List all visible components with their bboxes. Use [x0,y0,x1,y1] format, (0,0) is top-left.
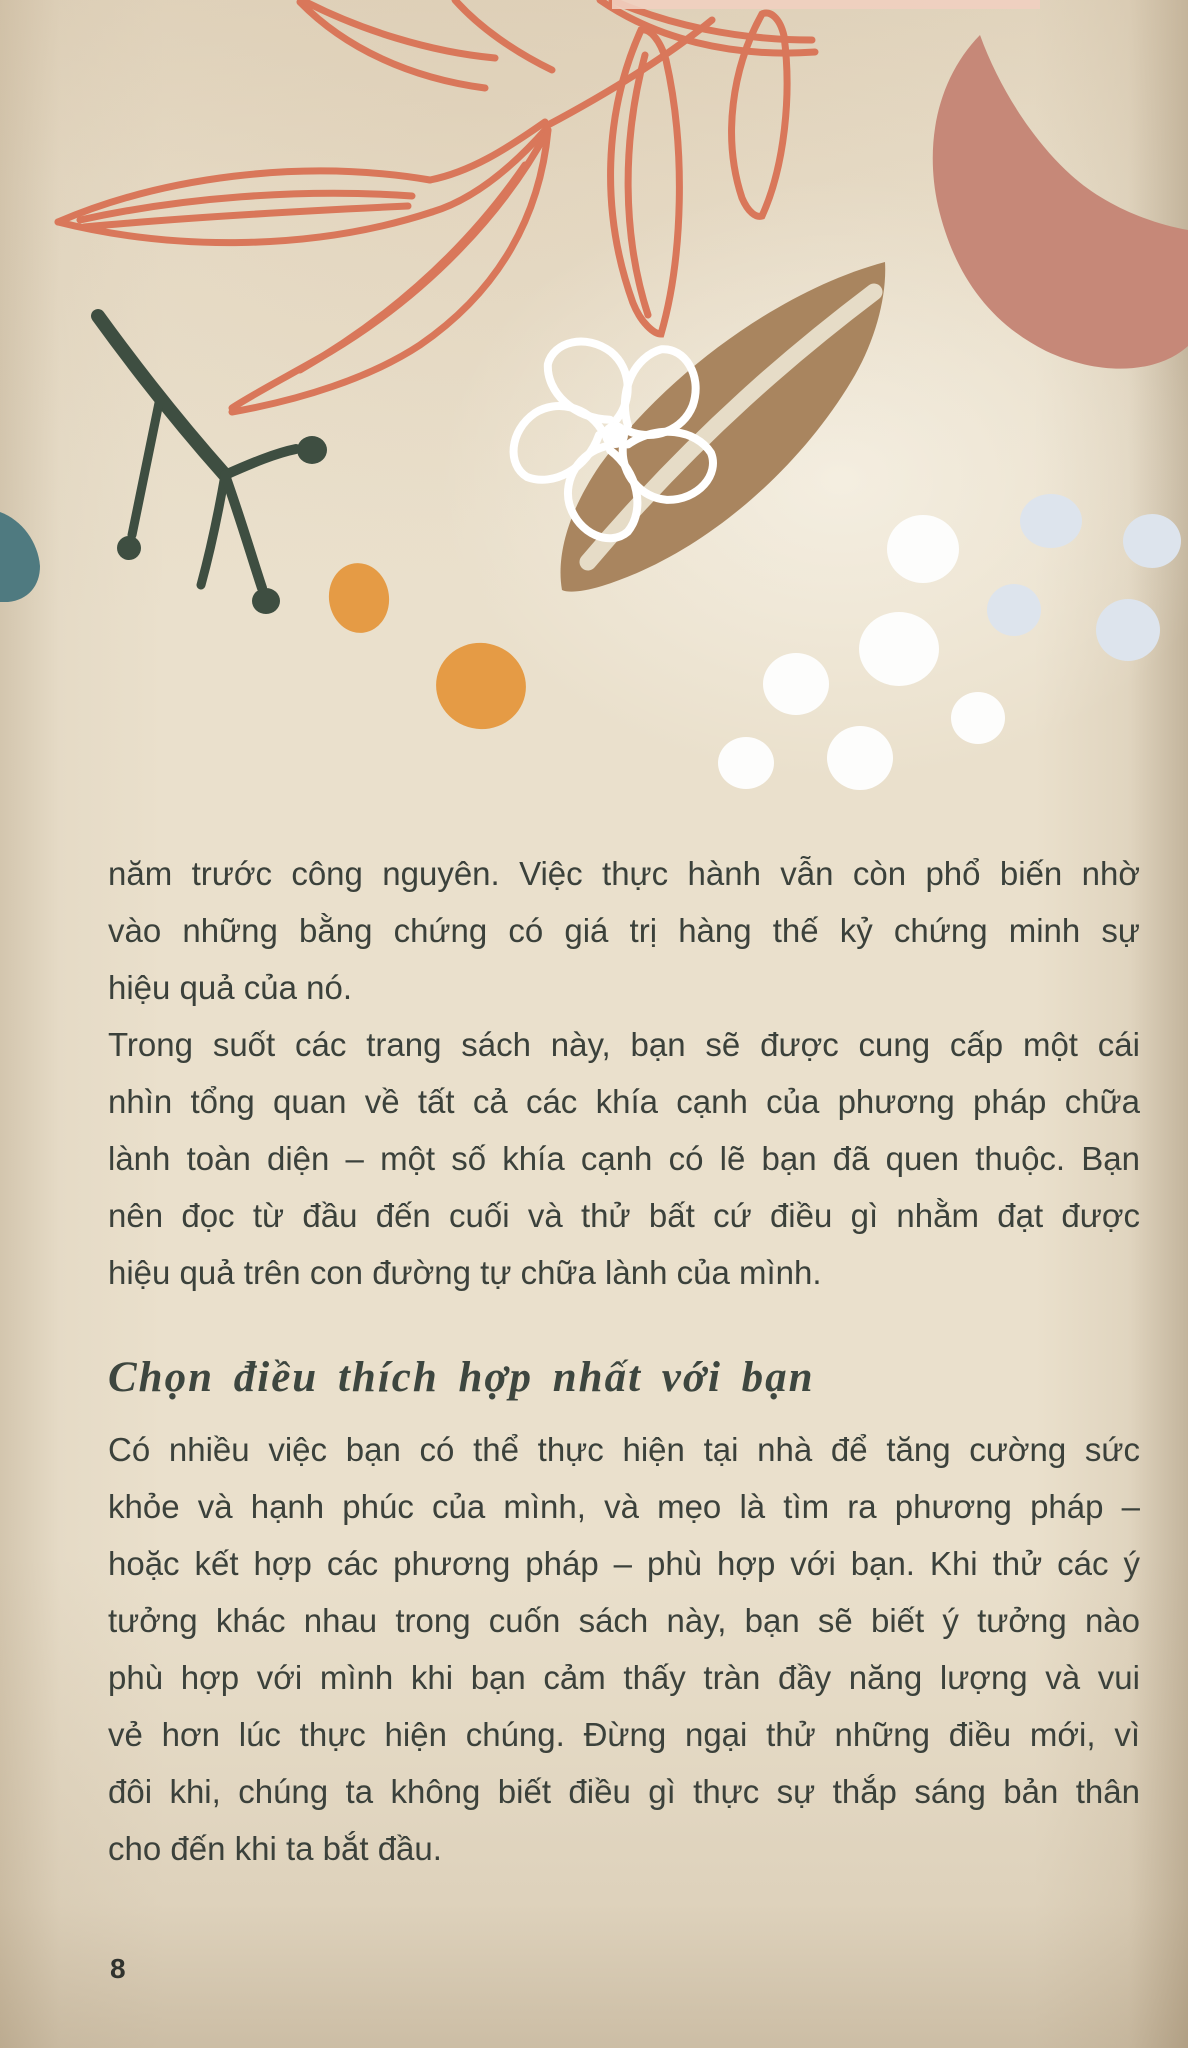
paragraph-3 [108,1421,1140,1877]
white-dots-icon [718,494,1181,790]
text-line: nên đọc từ đầu đến cuối và thử bất cứ điều gì nhằm đạt được [108,1197,1140,1234]
text-line: cho đến khi ta bắt đầu. [108,1830,442,1867]
decorative-illustration [0,0,1188,820]
paragraph-2 [108,1016,1140,1301]
page-number: 8 [110,1953,126,1984]
text-line: Có nhiều việc bạn có thể thực hiện tại nhà để tăng cường sức [108,1431,1140,1468]
text-line: hiệu quả trên con đường tự chữa lành của mình. [108,1254,822,1291]
pink-edge-strip [612,0,1040,9]
text-line: hiệu quả của nó. [108,969,353,1006]
text-line: nhìn tổng quan về tất cả các khía cạnh của phương pháp chữa [108,1083,1140,1120]
text-line: đôi khi, chúng ta không biết điều gì thực sự thắp sáng bản thân [108,1773,1140,1810]
text-line: phù hợp với mình khi bạn cảm thấy tràn đầy năng lượng và vui [108,1659,1140,1696]
section-heading: Chọn điều thích hợp nhất với bạn [108,1354,815,1401]
orange-dots-icon [324,559,534,737]
text-line: hoặc kết hợp các phương pháp – phù hợp với bạn. Khi thử các ý [108,1545,1140,1582]
text-line: lành toàn diện – một số khía cạnh có lẽ bạn đã quen thuộc. Bạn [108,1140,1140,1177]
paragraph-1 [108,845,1140,1016]
text-line: khỏe và hạnh phúc của mình, và mẹo là tìm ra phương pháp – [108,1488,1140,1525]
text-line: năm trước công nguyên. Việc thực hành vẫn còn phổ biến nhờ [108,855,1140,892]
text-line: tưởng khác nhau trong cuốn sách này, bạn sẽ biết ý tưởng nào [108,1602,1140,1639]
text-line: vẻ hơn lúc thực hiện chúng. Đừng ngại thử những điều mới, vì [108,1716,1140,1753]
text-line: Trong suốt các trang sách này, bạn sẽ được cung cấp một cái [108,1026,1140,1063]
teal-petal-icon [0,512,40,602]
text-line: vào những bằng chứng có giá trị hàng thế kỷ chứng minh sự [108,912,1140,949]
coral-leaves-icon [58,0,815,412]
page-text [108,845,1140,1877]
rose-blob-icon [933,35,1188,369]
